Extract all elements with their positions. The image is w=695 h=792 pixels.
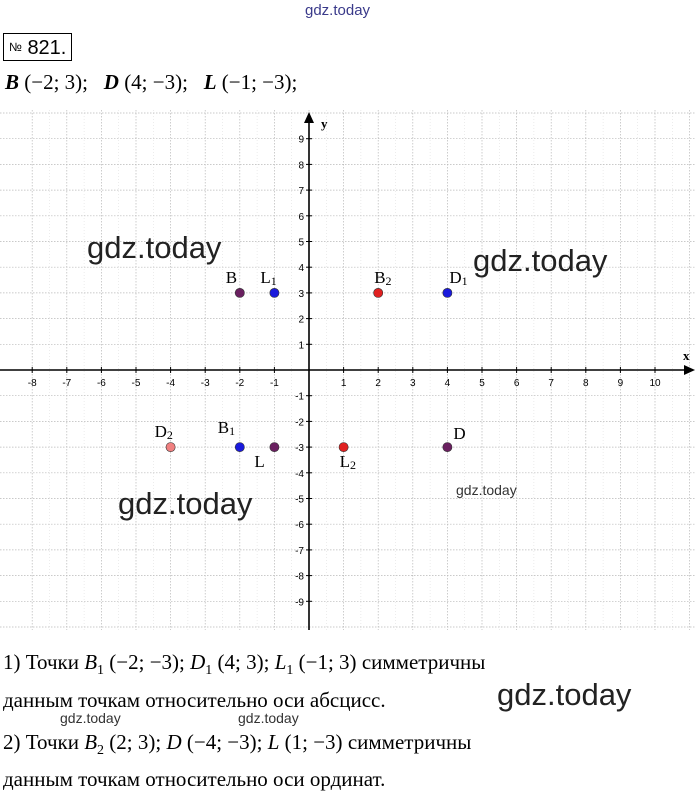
y-tick-label: -2 [295,417,304,429]
tick-labels [28,135,661,609]
coordinate-plane [0,110,695,630]
x-tick-label: 5 [479,378,485,389]
answer-line-2: данным точкам относительно оси абсцисс. [3,688,386,712]
x-tick-label: 8 [583,378,589,389]
exercise-number [3,33,72,61]
watermark-mid-right: gdz.today [473,243,608,278]
y-tick-label: -5 [295,494,304,506]
answer-1-p2-sub: 1 [205,663,213,679]
answer-1-prefix: 1) Точки [3,650,85,674]
y-axis-label: y [321,116,328,131]
watermark-bottom-big: gdz.today [497,677,632,712]
answer-line-3 [3,730,471,759]
watermark-mid-left: gdz.today [87,230,222,265]
y-tick-label: 4 [298,263,304,275]
x-tick-label: 2 [375,378,381,389]
answer-1-tail: симметричны [361,650,486,674]
answer-3-p3: L [267,730,280,754]
y-tick-label: 2 [298,314,304,326]
x-tick-label: 9 [617,378,624,389]
y-tick-label: 8 [298,160,304,172]
given-point-d-coords: (4; −3); [124,70,188,94]
given-point-b-name: B [5,70,20,94]
point-d [443,443,452,452]
answer-line-1 [3,650,485,679]
given-point-l-coords: (−1; −3); [221,70,298,94]
given-points [5,70,297,95]
x-tick-label: 10 [649,378,661,389]
y-tick-label: -7 [295,545,304,557]
point-label-b1: B1 [217,418,236,439]
y-tick-label: 7 [298,186,304,198]
x-tick-label: 6 [513,378,520,389]
point-l1 [270,288,279,297]
exercise-number-value: 821. [27,37,67,59]
y-tick-label: -4 [295,468,304,480]
point-label-l2: L2 [339,452,356,473]
point-label-d1: D1 [449,267,468,288]
x-axis-label: x [683,348,690,363]
watermark-bottom-small-1: gdz.today [60,710,121,726]
point-b [235,288,244,297]
y-tick-label: -8 [295,571,304,583]
answer-3-p1-sub: 2 [97,743,105,759]
given-point-b-coords: (−2; 3); [24,70,89,94]
answer-3-p2-coords: (−4; −3); [181,730,268,754]
x-tick-label: -3 [200,378,210,389]
y-tick-label: 5 [298,237,304,249]
point-b2 [374,288,383,297]
y-tick-label: -3 [295,443,304,455]
answer-1-p3-coords: (−1; 3) [293,650,362,674]
answer-1-p1-sub: 1 [97,663,105,679]
watermark-lower-left: gdz.today [118,486,253,521]
number-sign: № [9,40,22,54]
answer-line-4: данным точкам относительно оси ординат. [3,767,386,791]
y-tick-label: 6 [298,211,304,223]
answer-3-tail: симметричны [347,730,472,754]
point-d1 [443,288,452,297]
answer-3-p1-coords: (2; 3); [104,730,167,754]
y-tick-label: 9 [298,134,304,146]
answer-3-p3-coords: (1; −3) [279,730,348,754]
x-tick-label: 3 [410,378,416,389]
point-label-b: B [225,267,238,287]
answer-1-p2-coords: (4; 3); [212,650,275,674]
answer-1-p3: L [274,650,287,674]
x-tick-label: -8 [27,378,37,389]
answer-1-p2: D [190,650,206,674]
point-l [270,443,279,452]
point-b1 [235,443,244,452]
x-tick-label: -7 [62,378,72,389]
y-tick-label: -1 [295,391,304,403]
axes [0,112,695,630]
point-d2 [166,443,175,452]
y-tick-label: 3 [298,288,304,300]
answer-3-prefix: 2) Точки [3,730,85,754]
point-l2 [339,443,348,452]
x-tick-label: 1 [340,378,347,389]
watermark-lower-right: gdz.today [456,482,517,498]
watermark-top: gdz.today [305,2,371,19]
y-axis-arrow [304,112,314,123]
point-label-d: D [453,424,466,444]
x-tick-label: 7 [548,378,554,389]
watermark-bottom-small-2: gdz.today [238,710,299,726]
point-label-l1: L1 [260,267,277,288]
answer-1-p3-sub: 1 [286,663,294,679]
y-tick-label: -9 [295,597,304,609]
given-point-l-name: L [203,70,217,94]
x-tick-label: -5 [131,378,141,389]
y-tick-label: 1 [298,340,304,352]
point-label-l: L [254,452,265,472]
answer-1-p1-coords: (−2; −3); [104,650,191,674]
x-tick-label: -2 [235,378,245,389]
point-label-b2: B2 [374,267,392,288]
answer-3-p2: D [166,730,182,754]
x-tick-label: -6 [96,378,106,389]
given-point-d-name: D [103,70,119,94]
answer-3-p1: B [84,730,98,754]
y-tick-label: -6 [295,520,304,532]
point-label-d2: D2 [154,422,173,443]
answer-1-p1: B [84,650,98,674]
x-tick-label: -1 [269,378,279,389]
x-tick-label: 4 [444,378,451,389]
x-tick-label: -4 [166,378,176,389]
